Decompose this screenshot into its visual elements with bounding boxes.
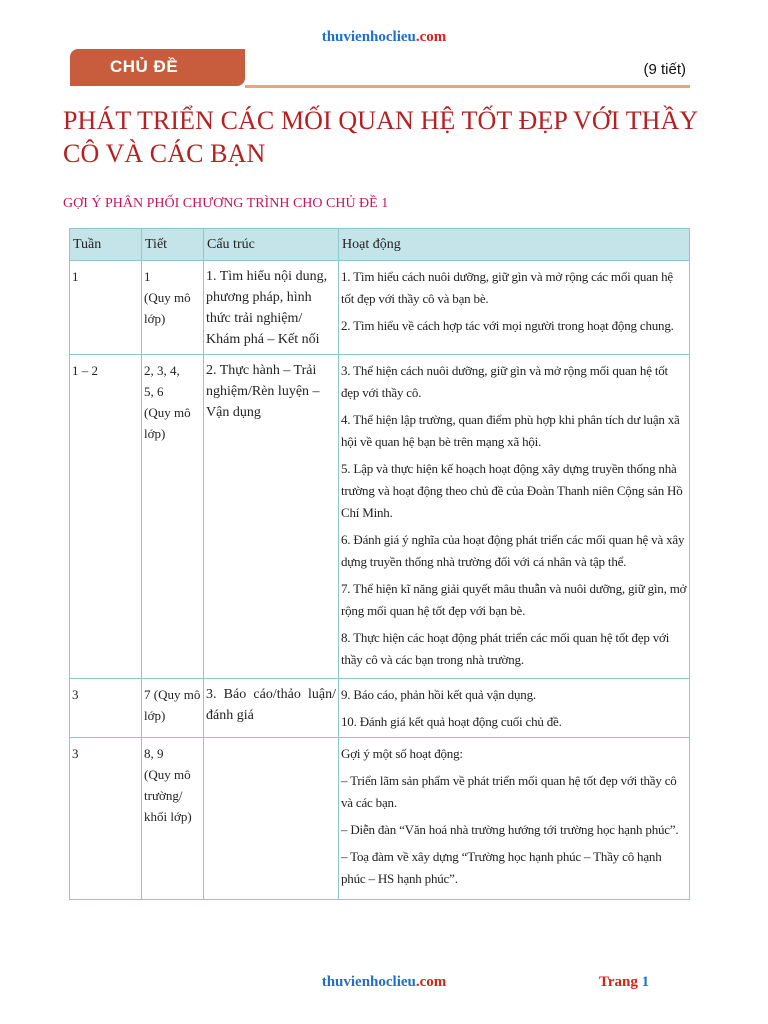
period-text: (Quy mô trường/ khối lớp) [144, 767, 192, 824]
header-structure: Cấu trúc [204, 229, 339, 261]
page-label: Trang [599, 974, 638, 990]
activity-item: 6. Đánh giá ý nghĩa của hoạt động phát triển các mối quan hệ và xây dựng truyền thống nhà trường đối với cá nhân và tập thể. [341, 532, 685, 569]
cell-activities [339, 261, 690, 355]
table-row [70, 679, 690, 738]
cell-week: 3 [70, 738, 142, 900]
topic-banner [70, 49, 245, 86]
cell-period [142, 738, 204, 900]
cell-week: 3 [70, 679, 142, 738]
cell-period [142, 261, 204, 355]
activity-item: 8. Thực hiện các hoạt động phát triển các mối quan hệ tốt đẹp với thầy cô và các bạn trong nhà trường. [341, 630, 670, 667]
cell-structure [204, 738, 339, 900]
site-name-part2: .com [415, 29, 447, 45]
page-number-value: 1 [641, 974, 650, 990]
cell-activities [339, 679, 690, 738]
cell-activities [339, 738, 690, 900]
header-week: Tuần [70, 229, 142, 261]
header-activities: Hoạt động [339, 229, 690, 261]
topic-periods: (9 tiết) [643, 61, 686, 78]
footer-site-name-part1: thuvienhoclieu [321, 974, 416, 990]
activity-item: 3. Thể hiện cách nuôi dưỡng, giữ gìn và mở rộng mối quan hệ tốt đẹp với thầy cô. [341, 363, 668, 400]
activity-item: 9. Báo cáo, phản hồi kết quả vận dụng. [341, 687, 536, 702]
activity-item: 10. Đánh giá kết quả hoạt động cuối chủ đề. [341, 714, 562, 729]
period-text: 1 [144, 269, 151, 284]
section-subtitle: GỢI Ý PHÂN PHỐI CHƯƠNG TRÌNH CHO CHỦ ĐỀ 1 [63, 196, 389, 211]
cell-week: 1 [70, 261, 142, 355]
header-period: Tiết [142, 229, 204, 261]
activity-item: Gợi ý một số hoạt động: [341, 746, 463, 761]
period-text: 5, 6 [144, 384, 164, 399]
cell-period [142, 679, 204, 738]
activity-item: 4. Thể hiện lập trường, quan điểm phù hợp khi phân tích dư luận xã hội về quan hệ bạn bè trên mạng xã hội. [341, 412, 680, 449]
activity-item: – Triển lãm sản phẩm về phát triển mối quan hệ tốt đẹp với thầy cô và các bạn. [341, 773, 677, 810]
cell-activities [339, 355, 690, 679]
cell-structure: 3. Báo cáo/thảo luận/đánh giá [204, 679, 339, 738]
activity-item: 2. Tìm hiểu về cách hợp tác với mọi người trong hoạt động chung. [341, 318, 674, 333]
page-number [599, 974, 649, 991]
footer-site-name-part2: .com [415, 974, 447, 990]
period-text: 8, 9 [144, 746, 164, 761]
cell-structure: 1. Tìm hiểu nội dung, phương pháp, hình thức trải nghiệm/ Khám phá – Kết nối [204, 261, 339, 355]
activity-item: 7. Thể hiện kĩ năng giải quyết mâu thuẫn và nuôi dưỡng, giữ gìn, mở rộng mối quan hệ tốt đẹp với bạn bè. [341, 581, 687, 618]
table-row [70, 261, 690, 355]
activity-item: – Toạ đàm về xây dựng “Trường học hạnh phúc – Thầy cô hạnh phúc – HS hạnh phúc”. [341, 849, 662, 886]
cell-period [142, 355, 204, 679]
site-footer[interactable] [0, 974, 768, 991]
page-title: PHÁT TRIỂN CÁC MỐI QUAN HỆ TỐT ĐẸP VỚI THẦY CÔ VÀ CÁC BẠN [63, 106, 698, 168]
period-text: (Quy mô lớp) [144, 290, 191, 326]
program-distribution-table [69, 228, 690, 900]
activity-item: – Diễn đàn “Văn hoá nhà trường hướng tới trường học hạnh phúc”. [341, 822, 679, 837]
table-row [70, 738, 690, 900]
site-header[interactable] [0, 29, 768, 46]
table-header-row [70, 229, 690, 261]
activity-item: 1. Tìm hiểu cách nuôi dưỡng, giữ gìn và mở rộng các mối quan hệ tốt đẹp với thầy cô và bạn bè. [341, 269, 673, 306]
activity-item: 5. Lập và thực hiện kế hoạch hoạt động xây dựng truyền thống nhà trường và hoạt động theo chủ đề của Đoàn Thanh niên Cộng sản Hồ Chí Minh. [341, 461, 683, 520]
topic-label: CHỦ ĐỀ [110, 57, 179, 76]
site-name-part1: thuvienhoclieu [321, 29, 416, 45]
period-text: 2, 3, 4, [144, 363, 180, 378]
period-text: (Quy mô lớp) [144, 405, 191, 441]
cell-structure: 2. Thực hành – Trải nghiệm/Rèn luyện – Vận dụng [204, 355, 339, 679]
table-row [70, 355, 690, 679]
period-text: 7 (Quy mô lớp) [144, 687, 201, 723]
topic-divider-line [245, 85, 690, 88]
cell-week: 1 – 2 [70, 355, 142, 679]
